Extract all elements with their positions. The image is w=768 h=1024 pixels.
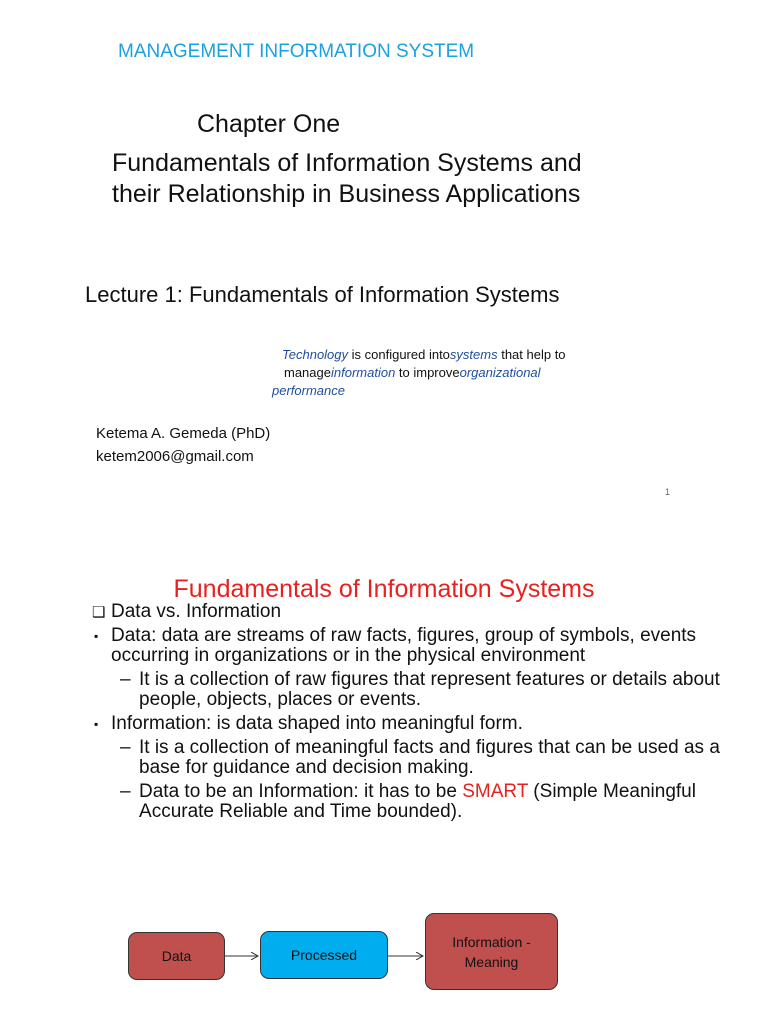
slide-body (92, 602, 742, 822)
lecture-title: Lecture 1: Fundamentals of Information Systems (85, 282, 560, 307)
author-name: Ketema A. Gemeda (PhD) (96, 425, 271, 442)
author-block (96, 422, 270, 468)
page-number: 1 (665, 487, 671, 497)
flow-diagram (0, 900, 768, 1000)
smart-word-meaningful: eaningful (618, 781, 696, 802)
list-item-data (92, 626, 742, 666)
tagline-word-performance: performance (272, 383, 345, 398)
checkbox-bullet-icon: ❑ (92, 604, 106, 621)
tagline-word-organizational: organizational (459, 365, 541, 380)
tagline-text: is configured into (348, 347, 450, 362)
dash-bullet-icon: – (120, 737, 131, 758)
course-title: MANAGEMENT INFORMATION SYSTEM (118, 41, 475, 62)
smart-acronym: SMART (462, 781, 529, 802)
smart-letter-s: S (539, 781, 553, 802)
smart-word-accurate: ccurate (151, 801, 220, 822)
chapter-title: Chapter One (197, 110, 341, 138)
smart-word-reliable: eliable and (233, 801, 330, 822)
definition-information: is data shaped into meaningful form. (211, 713, 523, 734)
smart-word-simple: imple (552, 781, 598, 802)
subitem-text: It is a collection of meaningful facts and figures that can be used as a base for guidance and decision making. (139, 737, 720, 778)
flow-box-data-label: Data (161, 948, 192, 964)
flow-box-information-line2: Meaning (464, 953, 519, 970)
smart-paren: ( (528, 781, 540, 802)
square-bullet-icon: ▪ (94, 629, 99, 643)
slide-title: Fundamentals of Information Systems (173, 575, 595, 603)
chapter-subtitle-line2: their Relationship in Business Applications (112, 180, 581, 208)
smart-letter-m: M (603, 781, 619, 802)
chapter-subtitle (112, 148, 732, 210)
list-subitem-smart (92, 782, 742, 822)
term-data: Data: (111, 625, 157, 646)
tagline-word-systems: systems (449, 347, 498, 362)
smart-word-time-bounded: ime bounded). (340, 801, 463, 822)
tagline-text: manage (284, 365, 331, 380)
tagline (272, 346, 566, 400)
tagline-text: to improve (395, 365, 460, 380)
definition-data: data are streams of raw facts, figures, group of symbols, events occurring in organizations or in the physical environment (111, 625, 697, 666)
section-heading-text: Data vs. Information (111, 601, 282, 622)
list-subitem (92, 738, 742, 778)
flow-box-processed (260, 931, 388, 979)
flow-box-processed-label: Processed (290, 947, 358, 963)
chapter-subtitle-line1: Fundamentals of Information Systems and (112, 149, 582, 177)
smart-letter-r: R (219, 801, 234, 822)
section-heading (92, 602, 742, 622)
dash-bullet-icon: – (120, 669, 131, 690)
term-information: Information: (111, 713, 212, 734)
smart-letter-a: A (139, 801, 152, 822)
flow-box-data (128, 932, 225, 980)
square-bullet-icon: ▪ (94, 717, 99, 731)
tagline-word-technology: Technology (282, 347, 349, 362)
author-email: ketem2006@gmail.com (96, 448, 254, 465)
tagline-text: that help to (497, 347, 566, 362)
dash-bullet-icon: – (120, 781, 131, 802)
smart-letter-t: T (329, 801, 341, 822)
flow-box-information (425, 913, 558, 990)
subitem-text: It is a collection of raw figures that represent features or details about people, objects, places or events. (139, 669, 720, 710)
tagline-word-information: information (330, 365, 396, 380)
list-subitem (92, 670, 742, 710)
flow-box-information-line1: Information - (452, 933, 531, 950)
list-item-information (92, 714, 742, 734)
smart-intro: Data to be an Information: it has to be (139, 781, 463, 802)
